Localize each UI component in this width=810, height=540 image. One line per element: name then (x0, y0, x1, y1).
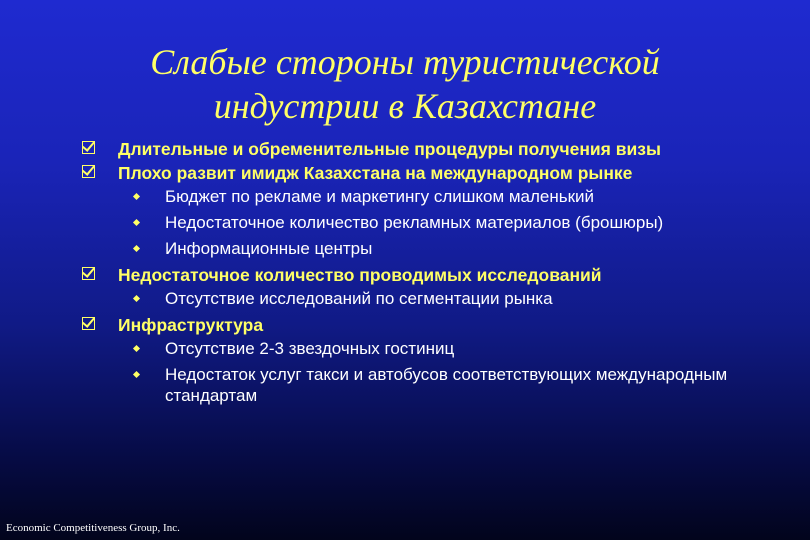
diamond-bullet-icon (133, 295, 140, 302)
subbullet-text: Недостаточное количество рекламных материалов (брошюры) (165, 213, 664, 232)
subbullet-text: Бюджет по рекламе и маркетингу слишком маленький (165, 187, 595, 206)
subbullet-information-centers (82, 238, 782, 259)
diamond-bullet-icon (133, 219, 140, 226)
subbullet-text: Недостаток услуг такси и автобусов соответствующих международным стандартам (165, 365, 728, 405)
subbullet-market-segmentation (82, 288, 782, 309)
checkbox-checked-icon (82, 141, 95, 154)
diamond-bullet-icon (133, 245, 140, 252)
diamond-bullet-icon (133, 371, 140, 378)
subbullet-advertising-budget (82, 186, 782, 207)
bullet-research (82, 264, 782, 286)
footer-credit: Economic Competitiveness Group, Inc. (6, 522, 180, 534)
title-line-1: Слабые стороны туристической (150, 42, 660, 82)
subbullet-hotels (82, 338, 782, 359)
checkbox-checked-icon (82, 267, 95, 280)
diamond-bullet-icon (133, 193, 140, 200)
subbullet-text: Отсутствие исследований по сегментации рынка (165, 289, 553, 308)
subbullet-transport-services (82, 364, 782, 406)
bullet-infrastructure (82, 314, 782, 336)
title-line-2: индустрии в Казахстане (213, 86, 597, 126)
bullet-text: Плохо развит имидж Казахстана на международном рынке (118, 163, 633, 183)
checkbox-checked-icon (82, 165, 95, 178)
bullet-list (82, 138, 782, 411)
bullet-text: Инфраструктура (118, 315, 264, 335)
bullet-visa-procedures (82, 138, 782, 160)
bullet-text: Длительные и обременительные процедуры получения визы (118, 139, 661, 159)
subbullet-advertising-materials (82, 212, 782, 233)
bullet-image-abroad (82, 162, 782, 184)
subbullet-text: Отсутствие 2-3 звездочных гостиниц (165, 339, 455, 358)
diamond-bullet-icon (133, 345, 140, 352)
slide-title (0, 40, 810, 128)
subbullet-text: Информационные центры (165, 239, 373, 258)
bullet-text: Недостаточное количество проводимых исследований (118, 265, 602, 285)
checkbox-checked-icon (82, 317, 95, 330)
